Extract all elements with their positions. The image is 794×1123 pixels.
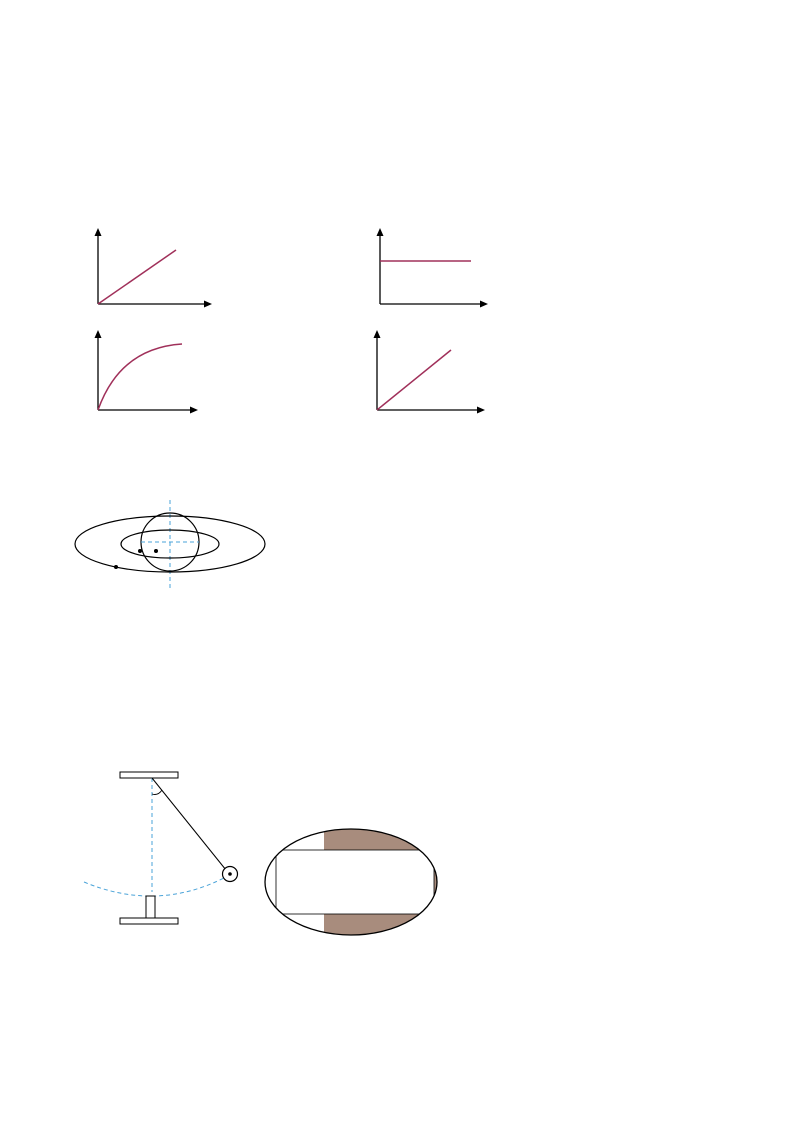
q9-graph-d [365,326,505,430]
q9-graph-b [368,224,508,324]
photogate-post [146,896,155,918]
q9-graph-a [86,224,226,324]
point-c [114,565,118,569]
point-a [154,549,158,553]
q10-orbit-figure [70,496,270,590]
q9-graph-c [86,326,226,430]
fig-yi-vernier [262,826,442,938]
point-b [138,549,142,553]
fig-jia-pendulum [78,752,248,932]
